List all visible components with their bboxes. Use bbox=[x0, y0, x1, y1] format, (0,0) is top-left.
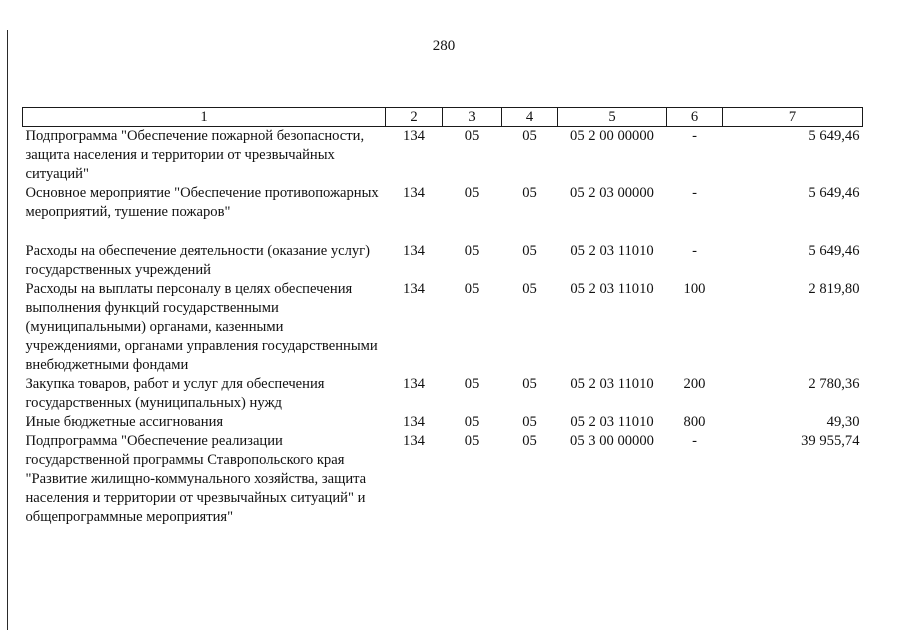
expense-type-code: 800 bbox=[683, 414, 706, 430]
column-number-row bbox=[23, 108, 863, 127]
table-row bbox=[23, 242, 863, 280]
item-name: Расходы на выплаты персоналу в целях обеспечения выполнения функций государственными (муниципальными) органами, казенными учреждениями, органами управления государственными внебюджетными фондами bbox=[25, 281, 378, 373]
ministry-code: 134 bbox=[403, 433, 425, 449]
item-name: Основное мероприятие "Обеспечение противопожарных мероприятий, тушение пожаров" bbox=[25, 185, 379, 220]
column-number: 6 bbox=[667, 108, 723, 127]
amount: 5 649,46 bbox=[808, 128, 860, 144]
subsection-code: 05 bbox=[522, 433, 537, 449]
column-number: 1 bbox=[23, 108, 386, 127]
ministry-code: 134 bbox=[403, 243, 425, 259]
target-article-code: 05 2 03 11010 bbox=[570, 243, 654, 259]
expense-type-code: - bbox=[692, 243, 697, 259]
amount: 49,30 bbox=[826, 414, 860, 430]
table-row bbox=[23, 413, 863, 432]
item-name: Подпрограмма "Обеспечение пожарной безопасности, защита населения и территории от чрезвычайных ситуаций" bbox=[25, 128, 365, 182]
item-name: Закупка товаров, работ и услуг для обеспечения государственных (муниципальных) нужд bbox=[25, 376, 325, 411]
budget-table bbox=[22, 107, 863, 527]
target-article-code: 05 2 03 11010 bbox=[570, 376, 654, 392]
section-code: 05 bbox=[464, 376, 480, 392]
subsection-code: 05 bbox=[522, 281, 537, 297]
expense-type-code: - bbox=[692, 433, 697, 449]
table-row bbox=[23, 432, 863, 527]
section-code: 05 bbox=[464, 414, 480, 430]
target-article-code: 05 2 00 00000 bbox=[570, 128, 654, 144]
expense-type-code: 200 bbox=[683, 376, 706, 392]
amount: 5 649,46 bbox=[808, 185, 860, 201]
section-code: 05 bbox=[464, 243, 480, 259]
amount: 2 819,80 bbox=[808, 281, 860, 297]
ministry-code: 134 bbox=[403, 185, 425, 201]
target-article-code: 05 2 03 00000 bbox=[570, 185, 654, 201]
expense-type-code: - bbox=[692, 128, 697, 144]
section-code: 05 bbox=[464, 128, 480, 144]
target-article-code: 05 2 03 11010 bbox=[570, 414, 654, 430]
subsection-code: 05 bbox=[522, 128, 537, 144]
column-number: 2 bbox=[386, 108, 443, 127]
table-row bbox=[23, 184, 863, 242]
target-article-code: 05 3 00 00000 bbox=[570, 433, 654, 449]
amount: 5 649,46 bbox=[808, 243, 860, 259]
left-margin-rule bbox=[7, 30, 8, 630]
section-code: 05 bbox=[464, 281, 480, 297]
subsection-code: 05 bbox=[522, 414, 537, 430]
ministry-code: 134 bbox=[403, 281, 425, 297]
column-number: 5 bbox=[558, 108, 667, 127]
ministry-code: 134 bbox=[403, 128, 425, 144]
column-number: 4 bbox=[502, 108, 558, 127]
item-name: Расходы на обеспечение деятельности (оказание услуг) государственных учреждений bbox=[25, 243, 371, 278]
table-row bbox=[23, 280, 863, 375]
section-code: 05 bbox=[464, 433, 480, 449]
subsection-code: 05 bbox=[522, 185, 537, 201]
target-article-code: 05 2 03 11010 bbox=[570, 281, 654, 297]
ministry-code: 134 bbox=[403, 376, 425, 392]
ministry-code: 134 bbox=[403, 414, 425, 430]
amount: 2 780,36 bbox=[808, 376, 860, 392]
item-name: Подпрограмма "Обеспечение реализации государственной программы Ставропольского края "Развитие жилищно-коммунального хозяйства, защита населения и территории от чрезвычайных ситуаций" и общепрограммные мероприятия" bbox=[25, 433, 367, 525]
subsection-code: 05 bbox=[522, 376, 537, 392]
table-row bbox=[23, 127, 863, 185]
expense-type-code: 100 bbox=[683, 281, 706, 297]
table-row bbox=[23, 375, 863, 413]
expense-type-code: - bbox=[692, 185, 697, 201]
section-code: 05 bbox=[464, 185, 480, 201]
item-name: Иные бюджетные ассигнования bbox=[25, 414, 224, 430]
amount: 39 955,74 bbox=[801, 433, 860, 449]
column-number: 3 bbox=[443, 108, 502, 127]
page-number: 280 bbox=[432, 38, 456, 54]
column-number: 7 bbox=[723, 108, 863, 127]
subsection-code: 05 bbox=[522, 243, 537, 259]
